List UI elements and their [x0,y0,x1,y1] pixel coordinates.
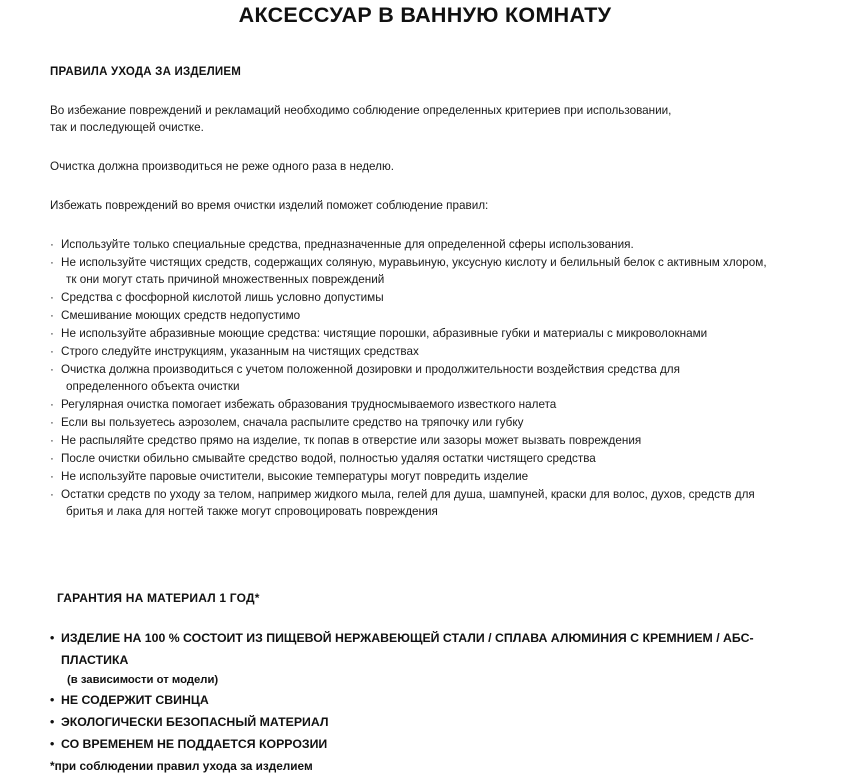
bullet-icon: · [50,345,54,358]
list-item-text: НЕ СОДЕРЖИТ СВИНЦА [61,693,209,707]
bullet-icon: · [50,363,54,376]
list-item [50,396,800,413]
frequency-paragraph-text: Очистка должна производиться не реже одного раза в неделю. [50,160,394,173]
list-item-continuation: бритья и лака для ногтей также могут спровоцировать повреждения [66,505,438,518]
list-item-text: СО ВРЕМЕНЕМ НЕ ПОДДАЕТСЯ КОРРОЗИИ [61,737,328,751]
frequency-paragraph [50,136,800,175]
care-rules-heading: ПРАВИЛА УХОДА ЗА ИЗДЕЛИЕМ [50,66,242,78]
bullet-icon: • [50,631,55,645]
bullet-icon: • [50,715,55,729]
bullet-icon: · [50,398,54,411]
bullet-icon: · [50,416,54,429]
list-item-text: Не используйте чистящих средств, содержащих соляную, муравьиную, уксусную кислоту и белильный белок с активным хлором, [61,256,767,269]
list-item-text: ЭКОЛОГИЧЕСКИ БЕЗОПАСНЫЙ МАТЕРИАЛ [61,715,329,729]
list-item [50,711,800,733]
list-item-text: Смешивание моющих средств недопустимо [61,309,301,322]
rules-intro-paragraph [50,175,800,214]
list-item [50,361,800,395]
bullet-icon: · [50,488,54,501]
list-item-text: Используйте только специальные средства, предназначенные для определенной сферы использования. [61,238,634,251]
list-item-text: Если вы пользуетесь аэрозолем, сначала распылите средство на тряпочку или губку [61,416,524,429]
list-item [50,486,800,520]
list-item-note: (в зависимости от модели) [67,674,219,686]
list-item [50,733,800,755]
list-item-text: Не используйте абразивные моющие средства: чистящие порошки, абразивные губки и материалы с микроволокнами [61,327,708,340]
guarantee-footnote: *при соблюдении правил ухода за изделием [50,759,313,773]
list-item-text: Средства с фосфорной кислотой лишь условно допустимы [61,291,384,304]
bullet-icon: · [50,291,54,304]
list-item-continuation: тк они могут стать причиной множественных повреждений [66,273,385,286]
list-item-text: Не распыляйте средство прямо на изделие, тк попав в отверстие или зазоры может вызвать повреждения [61,434,642,447]
list-item-text: После очистки обильно смывайте средство водой, полностью удаляя остатки чистящего средства [61,452,596,465]
bullet-icon: · [50,309,54,322]
guarantee-list [50,605,800,755]
list-item [50,343,800,360]
list-item [50,432,800,449]
list-item-continuation: определенного объекта очистки [66,380,240,393]
list-item [50,627,800,689]
bullet-icon: · [50,470,54,483]
list-item-text: Не используйте паровые очистители, высокие температуры могут повредить изделие [61,470,529,483]
page-title: АКСЕССУАР В ВАННУЮ КОМНАТУ [238,3,612,27]
bullet-icon: · [50,256,54,269]
list-item [50,468,800,485]
list-item [50,450,800,467]
list-item-text: ИЗДЕЛИЕ НА 100 % СОСТОИТ ИЗ ПИЩЕВОЙ НЕРЖАВЕЮЩЕЙ СТАЛИ / СПЛАВА АЛЮМИНИЯ С КРЕМНИЕМ / АБС-ПЛАСТИКА [61,631,754,667]
list-item [50,236,800,253]
bullet-icon: • [50,693,55,707]
rules-intro-text: Избежать повреждений во время очистки изделий поможет соблюдение правил: [50,199,489,212]
list-item [50,689,800,711]
bullet-icon: · [50,238,54,251]
bullet-icon: · [50,434,54,447]
bullet-icon: · [50,327,54,340]
intro-paragraph [50,78,800,136]
list-item [50,254,800,288]
intro-paragraph-line-2: так и последующей очистке. [50,121,204,134]
list-item-text: Регулярная очистка помогает избежать образования трудносмываемого известкого налета [61,398,557,411]
list-item [50,307,800,324]
list-item [50,414,800,431]
bullet-icon: · [50,452,54,465]
list-item [50,325,800,342]
list-item-text: Строго следуйте инструкциям, указанным на чистящих средствах [61,345,419,358]
bullet-icon: • [50,737,55,751]
guarantee-heading: ГАРАНТИЯ НА МАТЕРИАЛ 1 ГОД* [57,591,260,605]
care-rules-list [50,214,800,520]
intro-paragraph-line-1: Во избежание повреждений и рекламаций необходимо соблюдение определенных критериев при использовании, [50,104,672,117]
list-item [50,289,800,306]
list-item-text: Очистка должна производиться с учетом положенной дозировки и продолжительности воздействия средства для [61,363,680,376]
list-item-text: Остатки средств по уходу за телом, например жидкого мыла, гелей для душа, шампуней, краски для волос, духов, средств для [61,488,755,501]
